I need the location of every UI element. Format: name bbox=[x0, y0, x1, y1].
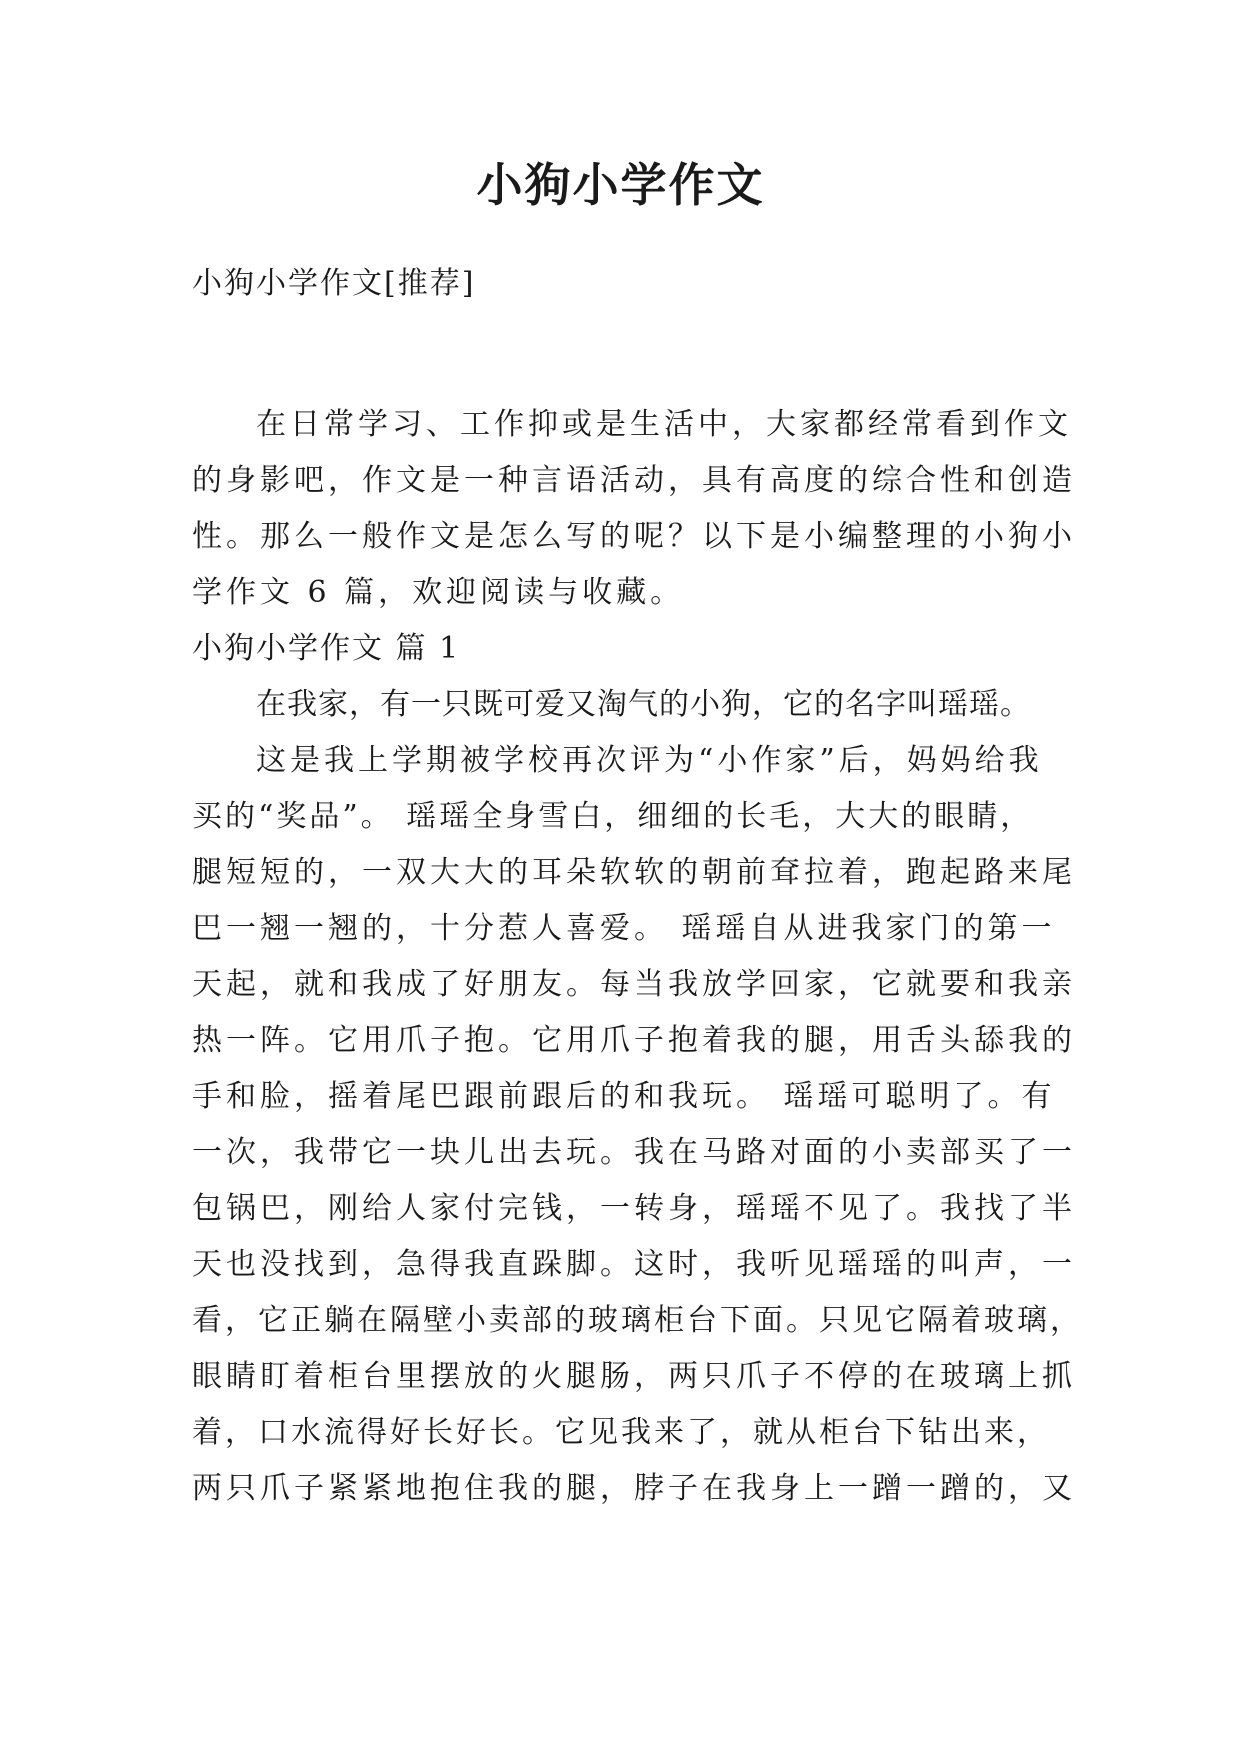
body-line: 天也没找到，急得我直跺脚。这时，我听见瑶瑶的叫声，一 bbox=[192, 1247, 1076, 1282]
intro-line: 在日常学习、工作抑或是生活中，大家都经常看到作文 bbox=[256, 407, 1072, 442]
body-line: 买的“奖品”。 瑶瑶全身雪白，细细的长毛，大大的眼睛， bbox=[192, 799, 1034, 834]
page-title: 小狗小学作文 bbox=[476, 158, 765, 212]
body-line: 眼睛盯着柜台里摆放的火腿肠，两只爪子不停的在玻璃上抓 bbox=[192, 1359, 1076, 1394]
body-line: 包锅巴，刚给人家付完钱，一转身，瑶瑶不见了。我找了半 bbox=[192, 1191, 1076, 1226]
body-line: 在我家，有一只既可爱又淘气的小狗，它的名字叫瑶瑶。 bbox=[256, 687, 1031, 722]
document-subtitle: 小狗小学作文[推荐] bbox=[192, 266, 476, 301]
intro-line: 学作文 6 篇，欢迎阅读与收藏。 bbox=[192, 575, 685, 610]
body-line: 腿短短的，一双大大的耳朵软软的朝前耷拉着，跑起路来尾 bbox=[192, 855, 1076, 890]
body-line: 巴一翘一翘的，十分惹人喜爱。 瑶瑶自从进我家门的第一 bbox=[192, 911, 1056, 946]
body-line: 一次，我带它一块儿出去玩。我在马路对面的小卖部买了一 bbox=[192, 1135, 1076, 1170]
intro-line: 性。那么一般作文是怎么写的呢？以下是小编整理的小狗小 bbox=[192, 519, 1076, 554]
body-line: 这是我上学期被学校再次评为“小作家”后，妈妈给我 bbox=[256, 743, 1043, 778]
body-line: 两只爪子紧紧地抱住我的腿，脖子在我身上一蹭一蹭的，又 bbox=[192, 1471, 1076, 1506]
body-line: 天起，就和我成了好朋友。每当我放学回家，它就要和我亲 bbox=[192, 967, 1076, 1002]
body-line: 看，它正躺在隔壁小卖部的玻璃柜台下面。只见它隔着玻璃， bbox=[192, 1303, 1083, 1338]
section-heading: 小狗小学作文 篇 1 bbox=[192, 631, 461, 666]
body-line: 着，口水流得好长好长。它见我来了，就从柜台下钻出来， bbox=[192, 1415, 1050, 1450]
intro-line: 的身影吧，作文是一种言语活动，具有高度的综合性和创造 bbox=[192, 463, 1076, 498]
body-line: 热一阵。它用爪子抱。它用爪子抱着我的腿，用舌头舔我的 bbox=[192, 1023, 1076, 1058]
body-line: 手和脸，摇着尾巴跟前跟后的和我玩。 瑶瑶可聪明了。有 bbox=[192, 1079, 1056, 1114]
